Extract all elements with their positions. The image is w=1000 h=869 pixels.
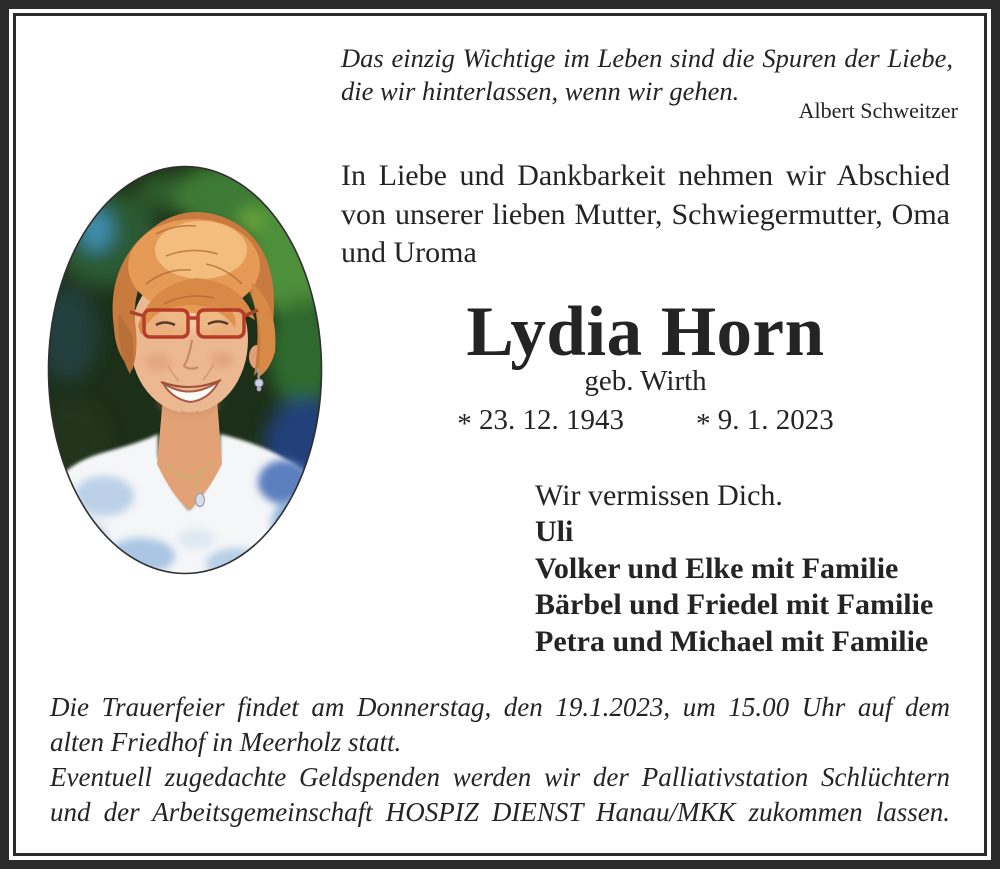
- funeral-line-3: Eventuell zugedachte Geldspenden werden wir der Palliativstation Schlüchtern: [50, 762, 950, 792]
- deceased-name: Lydia Horn: [466, 293, 825, 371]
- intro-line-3: und Uroma: [341, 236, 477, 269]
- birth-date-value: 23. 12. 1943: [479, 404, 624, 436]
- family-member-4: Petra und Michael mit Familie: [535, 624, 929, 658]
- maiden-name: geb. Wirth: [584, 365, 707, 397]
- family-member-3: Bärbel und Friedel mit Familie: [535, 588, 934, 622]
- quote-line-2: die wir hinterlassen, wenn wir gehen.: [341, 76, 740, 106]
- funeral-line-2: alten Friedhof in Meerholz statt.: [50, 727, 402, 757]
- funeral-line-4: und der Arbeitsgemeinschaft HOSPIZ DIENST Hanau/MKK zukommen lassen.: [50, 797, 950, 827]
- family-member-1: Uli: [535, 515, 574, 549]
- birth-symbol: *: [457, 407, 472, 440]
- quote-attribution: Albert Schweitzer: [798, 98, 958, 123]
- portrait-photo-svg: [46, 164, 324, 576]
- life-dates: [341, 403, 950, 440]
- death-date-value: 9. 1. 2023: [717, 404, 834, 436]
- funeral-line-1: Die Trauerfeier findet am Donnerstag, den 19.1.2023, um 15.00 Uhr auf dem: [50, 692, 950, 722]
- intro-line-1: In Liebe und Dankbarkeit nehmen wir Abschied: [341, 159, 950, 192]
- death-date: [696, 403, 834, 440]
- farewell-message: Wir vermissen Dich.: [535, 479, 783, 512]
- intro-text: [341, 157, 950, 273]
- birth-date: [457, 403, 624, 440]
- portrait-photo: [46, 164, 324, 576]
- quote-line-1: Das einzig Wichtige im Leben sind die Spuren der Liebe,: [341, 43, 953, 73]
- intro-line-2: von unserer lieben Mutter, Schwiegermutter, Oma: [341, 197, 950, 231]
- farewell-block: [535, 478, 933, 660]
- family-member-2: Volker und Elke mit Familie: [535, 551, 899, 585]
- funeral-info: [50, 690, 950, 830]
- death-symbol: *: [696, 407, 711, 440]
